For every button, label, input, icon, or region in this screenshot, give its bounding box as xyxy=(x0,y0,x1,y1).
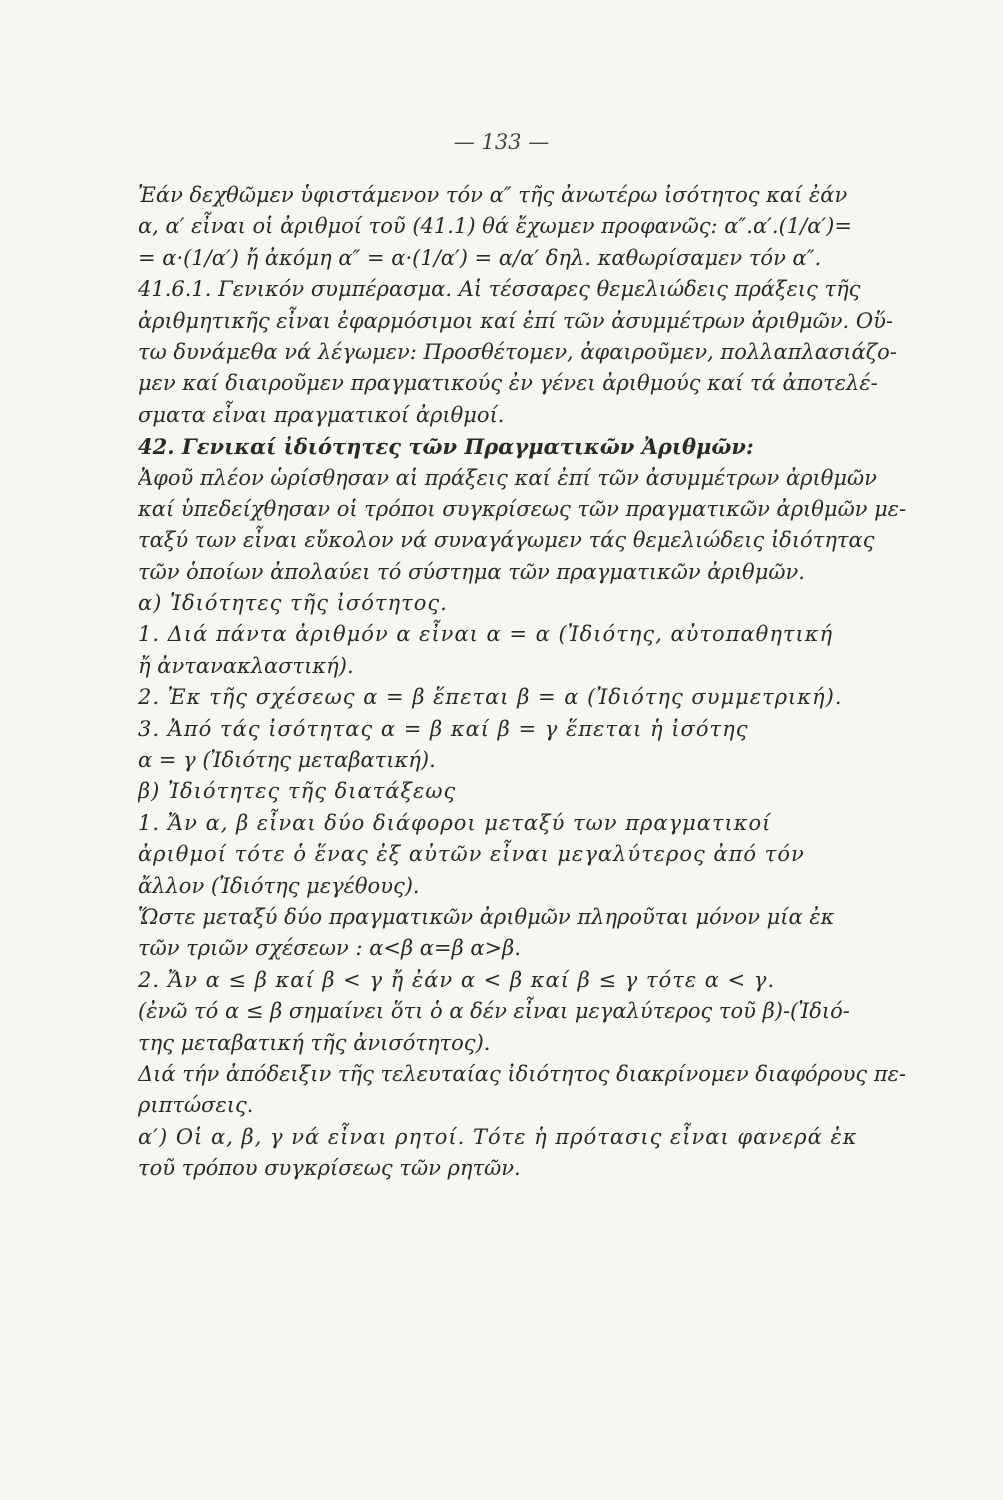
text-line: α, α′ εἶναι οἱ ἀριθμοί τοῦ (41.1) θά ἔχωμεν προφανῶς: α″.α′.(1/α′)= xyxy=(138,214,852,239)
text-line: καί ὑπεδείχθησαν οἱ τρόποι συγκρίσεως τῶν πραγματικῶν ἀριθμῶν με- xyxy=(138,496,907,521)
text-line: (ἐνῶ τό α ≤ β σημαίνει ὅτι ὁ α δέν εἶναι μεγαλύτερος τοῦ β)-(Ἰδιό- xyxy=(138,999,850,1024)
text-line: Ὥστε μεταξύ δύο πραγματικῶν ἀριθμῶν πληροῦται μόνον μία ἐκ xyxy=(138,904,835,929)
text-line: Διά τήν ἀπόδειξιν τῆς τελευταίας ἰδιότητος διακρίνομεν διαφόρους πε- xyxy=(138,1061,907,1086)
text-line: α) Ἰδιότητες τῆς ἰσότητος. xyxy=(138,591,448,616)
text-line: 1. Διά πάντα ἀριθμόν α εἶναι α = α (Ἰδιότης, αὐτοπαθητική xyxy=(138,622,834,647)
text-line: της μεταβατική τῆς ἀνισότητος). xyxy=(138,1030,491,1055)
text-line: = α·(1/α′) ἤ ἀκόμη α″ = α·(1/α′) = α/α′ δηλ. καθωρίσαμεν τόν α″. xyxy=(138,245,822,270)
text-line: α = γ (Ἰδιότης μεταβατική). xyxy=(138,748,436,773)
text-line: 41.6.1. Γενικόν συμπέρασμα. Αἱ τέσσαρες θεμελιώδεις πράξεις τῆς xyxy=(138,277,861,302)
text-line: 2. Ἐκ τῆς σχέσεως α = β ἕπεται β = α (Ἰδιότης συμμετρική). xyxy=(138,685,843,710)
text-line: Ἐάν δεχθῶμεν ὑφιστάμενον τόν α″ τῆς ἀνωτέρω ἰσότητος καί ἐάν xyxy=(138,183,848,207)
text-line: τοῦ τρόπου συγκρίσεως τῶν ρητῶν. xyxy=(138,1156,521,1181)
text-line: ἀριθμητικῆς εἶναι ἐφαρμόσιμοι καί ἐπί τῶν ἀσυμμέτρων ἀριθμῶν. Οὕ- xyxy=(138,308,893,333)
text-line: 42. Γενικαί ἰδιότητες τῶν Πραγματικῶν Ἀριθμῶν: xyxy=(138,434,754,460)
text-line: ἄλλον (Ἰδιότης μεγέθους). xyxy=(138,873,420,898)
text-line: ριπτώσεις. xyxy=(138,1093,254,1118)
text-line: ταξύ των εἶναι εὔκολον νά συναγάγωμεν τάς θεμελιώδεις ἰδιότητας xyxy=(138,528,875,553)
text-line: μεν καί διαιροῦμεν πραγματικούς ἐν γένει ἀριθμούς καί τά ἀποτελέ- xyxy=(138,371,878,396)
text-line: τω δυνάμεθα νά λέγωμεν: Προσθέτομεν, ἀφαιροῦμεν, πολλαπλασιάζο- xyxy=(138,339,897,364)
text-line: 2. Ἄν α ≤ β καί β < γ ἤ ἐάν α < β καί β ≤ γ τότε α < γ. xyxy=(138,967,776,992)
page-body xyxy=(138,180,968,1185)
text-line: β) Ἰδιότητες τῆς διατάξεως xyxy=(138,779,457,804)
text-line: Ἀφοῦ πλέον ὡρίσθησαν αἱ πράξεις καί ἐπί τῶν ἀσυμμέτρων ἀριθμῶν xyxy=(138,465,877,490)
text-line: ἤ ἀντανακλαστική). xyxy=(138,653,354,678)
text-line: σματα εἶναι πραγματικοί ἀριθμοί. xyxy=(138,402,505,427)
text-line: ἀριθμοί τότε ὁ ἕνας ἐξ αὐτῶν εἶναι μεγαλύτερος ἀπό τόν xyxy=(138,842,805,867)
text-line: τῶν τριῶν σχέσεων : α<β α=β α>β. xyxy=(138,936,521,961)
page-number: — 133 — xyxy=(453,130,550,154)
text-line: α′) Οἱ α, β, γ νά εἶναι ρητοί. Τότε ἡ πρότασις εἶναι φανερά ἐκ xyxy=(138,1124,858,1149)
text-line: 1. Ἄν α, β εἶναι δύο διάφοροι μεταξύ των πραγματικοί xyxy=(138,810,772,835)
text-line: τῶν ὁποίων ἀπολαύει τό σύστημα τῶν πραγματικῶν ἀριθμῶν. xyxy=(138,559,805,584)
text-line: 3. Ἀπό τάς ἰσότητας α = β καί β = γ ἕπεται ἡ ἰσότης xyxy=(138,716,749,741)
